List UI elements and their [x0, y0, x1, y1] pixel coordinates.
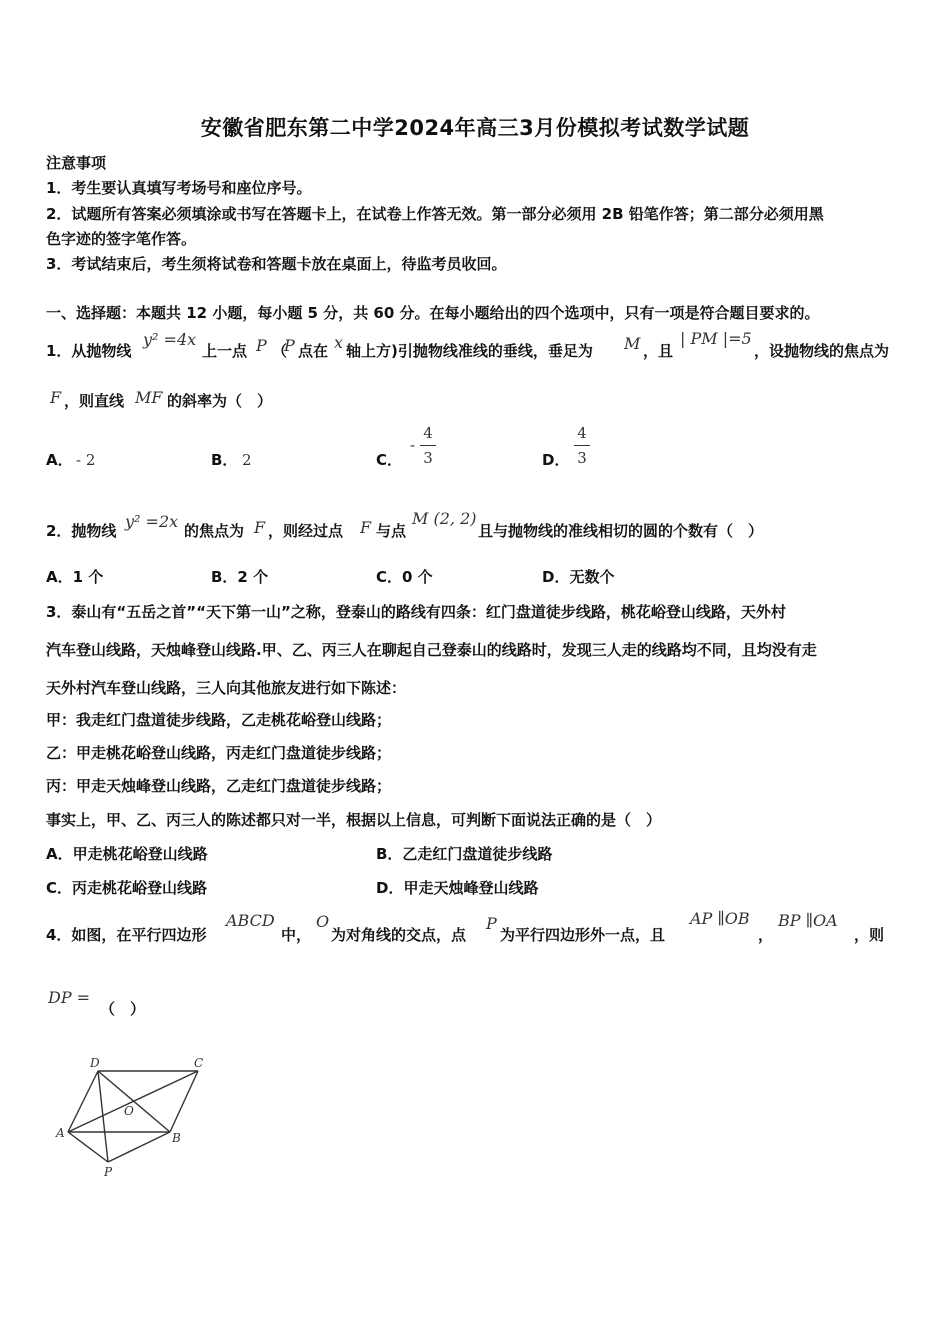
q3-line: 3．泰山有“五岳之首”“天下第一山”之称，登泰山的路线有四条：红门盘道徒步线路，桃花峪登山线路，天外村 [46, 603, 786, 621]
q4-math: AP ∥OB [690, 909, 750, 928]
q1-math: x [334, 333, 344, 352]
q3-line: 事实上，甲、乙、丙三人的陈述都只对一半，根据以上信息，可判断下面说法正确的是（ ） [46, 811, 662, 829]
q1-text: 1．从抛物线 [46, 342, 132, 360]
q4-math: O [316, 912, 330, 931]
q4-math: BP ∥OA [778, 911, 838, 930]
section-heading: 一、选择题：本题共 12 小题，每小题 5 分，共 60 分。在每小题给出的四个选项中，只有一项是符合题目要求的。 [46, 304, 820, 322]
q2-text: 与点 [376, 522, 407, 540]
q2-text: 且与抛物线的准线相切的圆的个数有（ ） [478, 522, 764, 540]
q4-text: 中， [281, 926, 312, 944]
fraction-denominator: 3 [423, 449, 433, 467]
q2-math: F [360, 518, 372, 537]
q1-text: 的斜率为（ ） [167, 392, 273, 410]
notice-item: 色字迹的签字笔作答。 [46, 230, 197, 248]
q4-math: ABCD [226, 911, 275, 930]
q1-option-a-value: - 2 [76, 451, 96, 469]
q2-option-d: D．无数个 [542, 568, 615, 586]
q3-line: 乙：甲走桃花峪登山线路，丙走红门盘道徒步线路； [46, 744, 392, 762]
label-a: A [56, 1126, 65, 1140]
notice-heading: 注意事项 [46, 154, 107, 172]
q1-text: ，则直线 [64, 392, 125, 410]
q3-option-d: D．甲走天烛峰登山线路 [376, 879, 539, 897]
q1-option-d-label: D． [542, 451, 570, 469]
q2-math: M (2, 2) [412, 509, 477, 528]
q2-option-b: B．2 个 [211, 568, 269, 586]
label-c: C [194, 1056, 204, 1070]
q4-math: DP = [48, 988, 91, 1007]
q2-text: 的焦点为 [184, 522, 245, 540]
q1-text: 点在 [298, 342, 329, 360]
q4-text: 为平行四边形外一点，且 [500, 926, 666, 944]
edge-ad [68, 1071, 98, 1132]
q1-math: y² =4x [143, 330, 197, 349]
fraction-numerator: 4 [423, 424, 433, 442]
q2-math: y² =2x [125, 512, 179, 531]
q1-math: P [256, 336, 267, 355]
q3-option-b: B．乙走红门盘道徒步线路 [376, 845, 553, 863]
parallelogram-figure [52, 1052, 212, 1182]
q1-option-c-fraction [420, 424, 436, 468]
q1-text: ，设抛物线的焦点为 [754, 342, 890, 360]
notice-item: 1．考生要认真填写考场号和座位序号。 [46, 179, 312, 197]
q1-option-b-value: 2 [242, 451, 252, 469]
q1-text: （ [272, 342, 288, 360]
fraction-denominator: 3 [577, 449, 587, 467]
fraction-bar [420, 445, 436, 446]
q2-text: 2．抛物线 [46, 522, 117, 540]
q4-text: 4．如图，在平行四边形 [46, 926, 207, 944]
edge-cb [170, 1071, 198, 1132]
q1-text: 上一点 [202, 342, 248, 360]
q1-option-d-fraction [574, 424, 590, 468]
q2-math: F [254, 518, 266, 537]
q1-option-c-label: C． [376, 451, 403, 469]
notice-item: 3．考试结束后，考生须将试卷和答题卡放在桌面上，待监考员收回。 [46, 255, 507, 273]
diagonal-db [98, 1071, 170, 1132]
q3-line: 汽车登山线路，天烛峰登山线路.甲、乙、丙三人在聊起自己登泰山的线路时，发现三人走的线路均不同，且均没有走 [46, 641, 817, 659]
q1-math: P [284, 336, 295, 355]
q1-math: MF [135, 388, 163, 407]
segment-ap [68, 1132, 108, 1162]
q1-text: 轴上方)引抛物线准线的垂线，垂足为 [346, 342, 593, 360]
q2-text: ，则经过点 [268, 522, 344, 540]
q3-option-a: A．甲走桃花峪登山线路 [46, 845, 208, 863]
q1-option-a-label: A． [46, 451, 73, 469]
label-o: O [124, 1104, 134, 1118]
q4-text: （ ） [100, 1000, 146, 1018]
label-b: B [172, 1131, 181, 1145]
q1-option-b-label: B． [211, 451, 238, 469]
q1-option-c-sign: - [410, 436, 416, 454]
label-p: P [104, 1165, 113, 1179]
q1-math: M [624, 334, 641, 353]
q4-text: 为对角线的交点，点 [331, 926, 467, 944]
segment-bp [108, 1132, 170, 1162]
notice-item: 2．试题所有答案必须填涂或书写在答题卡上，在试卷上作答无效。第一部分必须用 2B 铅笔作答；第二部分必须用黑 [46, 205, 824, 223]
q4-text: ， [758, 926, 774, 944]
q3-line: 天外村汽车登山线路，三人向其他旅友进行如下陈述： [46, 679, 407, 697]
q1-text: ，且 [643, 342, 674, 360]
fraction-bar [574, 445, 590, 446]
q2-option-a: A．1 个 [46, 568, 104, 586]
page-title: 安徽省肥东第二中学2024年高三3月份模拟考试数学试题 [200, 116, 750, 140]
q4-math: P [486, 914, 497, 933]
fraction-numerator: 4 [577, 424, 587, 442]
q3-line: 甲：我走红门盘道徒步线路，乙走桃花峪登山线路； [46, 711, 392, 729]
q1-math: | PM |=5 [680, 329, 752, 348]
label-d: D [90, 1056, 100, 1070]
q4-text: ，则 [854, 926, 885, 944]
q1-math: F [50, 388, 62, 407]
q3-line: 丙：甲走天烛峰登山线路，乙走红门盘道徒步线路； [46, 777, 392, 795]
q3-option-c: C．丙走桃花峪登山线路 [46, 879, 208, 897]
q2-option-c: C．0 个 [376, 568, 433, 586]
